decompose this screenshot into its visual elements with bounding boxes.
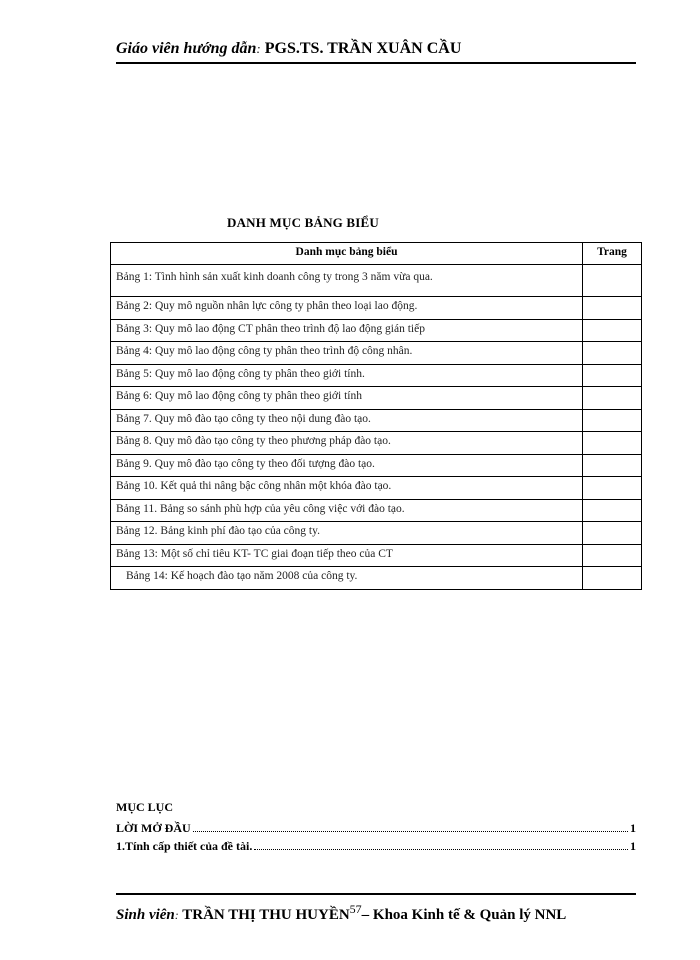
table-row <box>111 454 642 477</box>
table-row-label: Bảng 7. Quy mô đào tạo công ty theo nội dung đào tạo. <box>111 409 583 432</box>
table-row-page <box>583 409 642 432</box>
table-row <box>111 522 642 545</box>
table-row-label: Bảng 8. Quy mô đào tạo công ty theo phương pháp đào tạo. <box>111 432 583 455</box>
table-row-label: Bảng 11. Bảng so sánh phù hợp của yêu công việc với đào tạo. <box>111 499 583 522</box>
toc-title: MỤC LỤC <box>116 800 173 814</box>
header-advisor-name: PGS.TS. TRẦN XUÂN CẦU <box>264 40 462 57</box>
table-row-page <box>583 364 642 387</box>
header-colon: : <box>256 41 261 56</box>
table-row-label: Bảng 14: Kế hoạch đào tạo năm 2008 của công ty. <box>111 567 583 590</box>
table-row <box>111 544 642 567</box>
table-row <box>111 387 642 410</box>
page-footer <box>116 902 656 924</box>
table-row-page <box>583 499 642 522</box>
table-row-page <box>583 522 642 545</box>
table-row-page <box>583 387 642 410</box>
table-row-label: Bảng 12. Bảng kinh phí đào tạo của công ty. <box>111 522 583 545</box>
table-row-page <box>583 265 642 297</box>
table-row-label: Bảng 10. Kết quả thi nâng bậc công nhân một khóa đào tạo. <box>111 477 583 500</box>
table-row-label: Bảng 9. Quy mô đào tạo công ty theo đối tượng đào tạo. <box>111 454 583 477</box>
table-row <box>111 432 642 455</box>
table-row-page <box>583 567 642 590</box>
column-header-page: Trang <box>583 243 642 265</box>
table-row-label: Bảng 4: Quy mô lao động công ty phân theo trình độ công nhân. <box>111 342 583 365</box>
toc-entry-label: LỜI MỞ ĐẦU <box>116 821 191 835</box>
footer-colon: : <box>174 908 179 922</box>
table-row <box>111 499 642 522</box>
table-row <box>111 342 642 365</box>
page-header <box>116 40 636 58</box>
toc-leader-dots <box>193 831 628 832</box>
footer-student-name: TRẦN THỊ THU HUYỀN <box>182 907 350 923</box>
table-row <box>111 409 642 432</box>
table-row <box>111 297 642 320</box>
header-rule <box>116 62 636 64</box>
page-number: 57 <box>349 902 362 916</box>
table-row-label: Bảng 5: Quy mô lao động công ty phân theo giới tính. <box>111 364 583 387</box>
footer-role-label: Sinh viên <box>116 907 175 923</box>
table-row-label: Bảng 1: Tình hình sản xuất kinh doanh công ty trong 3 năm vừa qua. <box>111 265 583 297</box>
toc-entry-page: 1 <box>630 821 636 835</box>
column-header-title: Danh mục bảng biểu <box>111 243 583 265</box>
table-row-page <box>583 297 642 320</box>
toc-entry-label: 1.Tính cấp thiết của đề tài. <box>116 839 253 853</box>
table-of-contents <box>116 800 636 857</box>
toc-leader-dots <box>254 849 628 850</box>
table-row-page <box>583 544 642 567</box>
table-row-page <box>583 342 642 365</box>
footer-department: – Khoa Kinh tế & Quản lý NNL <box>361 907 567 923</box>
table-row-label: Bảng 6: Quy mô lao động công ty phân theo giới tính <box>111 387 583 410</box>
table-row <box>111 265 642 297</box>
table-row-label: Bảng 3: Quy mô lao động CT phân theo trình độ lao động gián tiếp <box>111 319 583 342</box>
table-row-page <box>583 432 642 455</box>
table-row <box>111 364 642 387</box>
table-row-page <box>583 319 642 342</box>
table-row <box>111 477 642 500</box>
table-row-page <box>583 454 642 477</box>
toc-entry[interactable] <box>116 821 636 839</box>
table-header-row <box>111 243 642 265</box>
table-row <box>111 567 642 590</box>
table-row-page <box>583 477 642 500</box>
toc-entry[interactable] <box>116 839 636 857</box>
list-of-tables-title: DANH MỤC BẢNG BIỂU <box>227 215 380 230</box>
table-row-label: Bảng 13: Một số chỉ tiêu KT- TC giai đoạn tiếp theo của CT <box>111 544 583 567</box>
table-row <box>111 319 642 342</box>
footer-rule <box>116 893 636 895</box>
table-row-label: Bảng 2: Quy mô nguồn nhân lực công ty phân theo loại lao động. <box>111 297 583 320</box>
toc-entry-page: 1 <box>630 839 636 853</box>
list-of-tables <box>110 242 642 590</box>
header-role-label: Giáo viên hướng dẫn <box>116 40 257 57</box>
